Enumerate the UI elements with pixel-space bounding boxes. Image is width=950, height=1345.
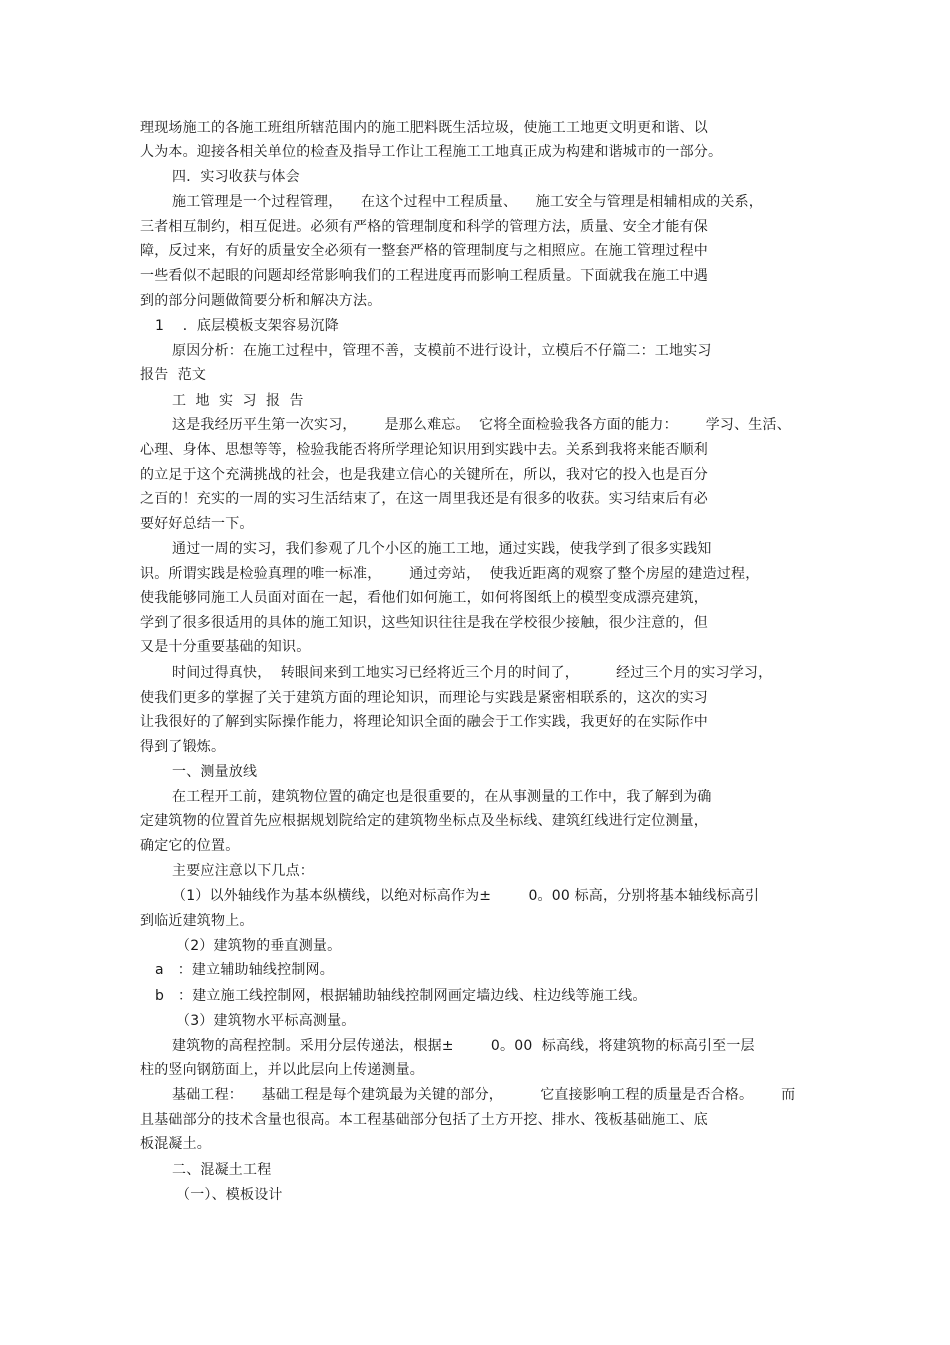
- text-line: 到的部分问题做简要分析和解决方法。: [140, 293, 382, 309]
- text-line: 工 地 实 习 报 告: [172, 393, 304, 409]
- text-line: 在工程开工前，建筑物位置的确定也是很重要的，在从事测量的工作中，我了解到为确: [172, 789, 712, 805]
- text-line: 人为本。迎接各相关单位的检查及指导工作让工程施工工地真正成为构建和谐城市的一部分。: [140, 144, 723, 160]
- text-line: 时间过得真快， 转眼间来到工地实习已经将近三个月的时间了， 经过三个月的实习学习，: [172, 665, 773, 681]
- text-line: 基础工程： 基础工程是每个建筑最为关键的部分， 它直接影响工程的质量是否合格。 而: [172, 1087, 796, 1103]
- text-line: 四．实习收获与体会: [172, 169, 300, 185]
- text-line: （1）以外轴线作为基本纵横线，以绝对标高作为± 0。00 标高，分别将基本轴线标高引: [172, 888, 760, 904]
- text-line: 原因分析：在施工过程中，管理不善，支模前不进行设计，立模后不仔篇二：工地实习: [172, 343, 712, 359]
- text-line: 通过一周的实习，我们参观了几个小区的施工工地，通过实践，使我学到了很多实践知: [172, 541, 712, 557]
- text-line: 施工管理是一个过程管理， 在这个过程中工程质量、 施工安全与管理是相辅相成的关系，: [172, 194, 763, 210]
- text-line: 学到了很多很适用的具体的施工知识，这些知识往往是我在学校很少接触，很少注意的，但: [140, 615, 708, 631]
- text-line: 确定它的位置。: [140, 838, 240, 854]
- text-line: 让我很好的了解到实际操作能力，将理论知识全面的融会于工作实践，我更好的在实际作中: [140, 714, 708, 730]
- text-line: 使我能够同施工人员面对面在一起，看他们如何施工，如何将图纸上的模型变成漂亮建筑，: [140, 590, 708, 606]
- text-line: 到临近建筑物上。: [140, 913, 254, 929]
- text-line: a ：建立辅助轴线控制网。: [155, 962, 334, 978]
- text-line: 板混凝土。: [140, 1136, 211, 1152]
- text-line: 1 ．底层模板支架容易沉降: [155, 318, 339, 334]
- text-line: 又是十分重要基础的知识。: [140, 639, 311, 655]
- text-line: 二、混凝土工程: [172, 1162, 272, 1178]
- text-line: 之百的！充实的一周的实习生活结束了，在这一周里我还是有很多的收获。实习结束后有必: [140, 491, 708, 507]
- text-line: 一、测量放线: [172, 764, 258, 780]
- text-line: 的立足于这个充满挑战的社会，也是我建立信心的关键所在，所以，我对它的投入也是百分: [140, 467, 708, 483]
- text-line: 三者相互制约，相互促进。必须有严格的管理制度和科学的管理方法，质量、安全才能有保: [140, 219, 708, 235]
- text-line: 且基础部分的技术含量也很高。本工程基础部分包括了土方开挖、排水、筏板基础施工、底: [140, 1112, 708, 1128]
- text-line: 得到了锻炼。: [140, 739, 226, 755]
- text-line: （3）建筑物水平标高测量。: [176, 1013, 356, 1029]
- text-line: 报告 范文: [140, 367, 207, 383]
- text-line: 柱的竖向钢筋面上，并以此层向上传递测量。: [140, 1062, 424, 1078]
- text-line: 一些看似不起眼的问题却经常影响我们的工程进度再而影响工程质量。下面就我在施工中遇: [140, 268, 708, 284]
- text-line: 识。所谓实践是检验真理的唯一标准， 通过旁站， 使我近距离的观察了整个房屋的建造过程，: [140, 566, 760, 582]
- text-line: 要好好总结一下。: [140, 516, 254, 532]
- text-line: 建筑物的高程控制。采用分层传递法，根据± 0。00 标高线，将建筑物的标高引至一层: [172, 1038, 755, 1054]
- text-line: 使我们更多的掌握了关于建筑方面的理论知识，而理论与实践是紧密相联系的，这次的实习: [140, 690, 708, 706]
- text-line: 障，反过来，有好的质量安全必须有一整套严格的管理制度与之相照应。在施工管理过程中: [140, 243, 708, 259]
- text-line: 定建筑物的位置首先应根据规划院给定的建筑物坐标点及坐标线、建筑红线进行定位测量，: [140, 813, 708, 829]
- text-line: b ：建立施工线控制网，根据辅助轴线控制网画定墙边线、柱边线等施工线。: [155, 988, 647, 1004]
- text-line: 这是我经历平生第一次实习， 是那么难忘。 它将全面检验我各方面的能力： 学习、生活、: [172, 417, 791, 433]
- text-line: 理现场施工的各施工班组所辖范围内的施工肥料既生活垃圾，使施工工地更文明更和谐、以: [140, 120, 708, 136]
- text-line: （一）、模板设计: [176, 1187, 283, 1203]
- text-line: 心理、身体、思想等等，检验我能否将所学理论知识用到实践中去。关系到我将来能否顺利: [140, 442, 708, 458]
- text-line: 主要应注意以下几点：: [172, 863, 314, 879]
- text-line: （2）建筑物的垂直测量。: [176, 938, 342, 954]
